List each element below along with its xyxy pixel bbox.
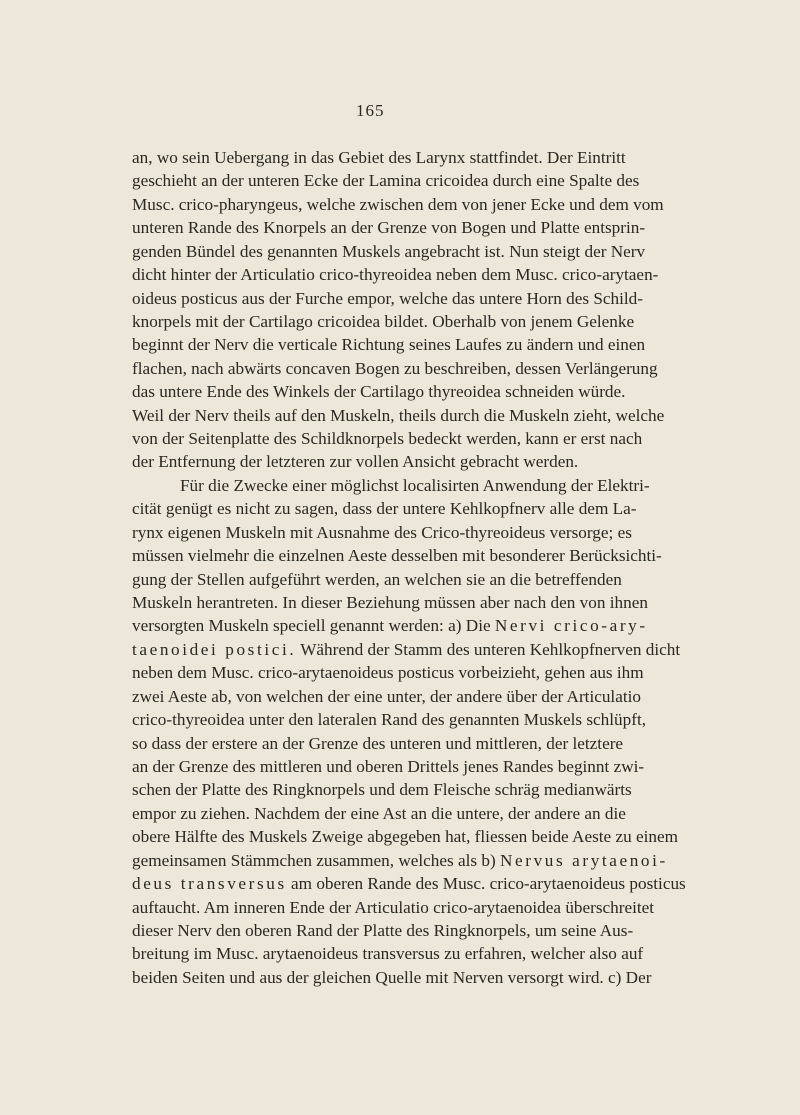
text-segment: neben dem Musc. crico-arytaenoideus posticus vorbeizieht, gehen aus ihm	[132, 663, 644, 683]
text-segment: so dass der erstere an der Grenze des unteren und mittleren, der letztere	[132, 733, 624, 753]
text-line	[132, 591, 748, 614]
text-segment: Weil der Nerv theils auf den Muskeln, theils durch die Muskeln zieht, welche	[132, 405, 665, 425]
text-line	[132, 263, 748, 286]
text-segment: beiden Seiten und aus der gleichen Quelle mit Nerven versorgt wird. c) Der	[132, 967, 652, 987]
text-segment: an der Grenze des mittleren und oberen Drittels jenes Randes beginnt zwi-	[132, 756, 645, 776]
text-line	[132, 544, 748, 567]
spaced-term: taenoidei postici.	[132, 639, 297, 659]
text-line	[132, 310, 748, 333]
text-segment: an, wo sein Uebergang in das Gebiet des Larynx stattfindet. Der Eintritt	[132, 148, 626, 167]
text-segment: dieser Nerv den oberen Rand der Platte des Ringknorpels, um seine Aus-	[132, 920, 634, 940]
text-segment: versorgten Muskeln speciell genannt werden: a) Die	[132, 616, 495, 636]
text-segment: auftaucht. Am inneren Ende der Articulatio crico-arytaenoidea überschreitet	[132, 897, 655, 917]
text-line	[132, 146, 748, 169]
text-line	[132, 474, 748, 497]
spaced-term: Nervi crico-ary-	[494, 616, 648, 636]
text-segment: knorpels mit der Cartilago cricoidea bildet. Oberhalb von jenem Gelenke	[132, 311, 635, 331]
text-segment: empor zu ziehen. Nachdem der eine Ast an die untere, der andere an die	[132, 803, 626, 823]
text-segment: Musc. crico-pharyngeus, welche zwischen dem von jener Ecke und dem vom	[132, 194, 664, 214]
text-segment: der Entfernung der letzteren zur vollen Ansicht gebracht werden.	[132, 452, 579, 472]
text-line	[132, 404, 748, 427]
text-segment: cität genügt es nicht zu sagen, dass der untere Kehlkopfnerv alle dem La-	[132, 499, 637, 519]
text-line	[132, 240, 748, 263]
text-line	[132, 708, 748, 731]
text-segment: breitung im Musc. arytaenoideus transversus zu erfahren, welcher also auf	[132, 944, 644, 964]
text-line	[132, 896, 748, 919]
text-line	[132, 427, 748, 450]
text-line	[132, 778, 748, 801]
text-line	[132, 521, 748, 544]
text-segment: gemeinsamen Stämmchen zusammen, welches als b)	[132, 850, 500, 870]
text-line	[132, 333, 748, 356]
text-line	[132, 919, 748, 942]
text-segment: beginnt der Nerv die verticale Richtung seines Laufes zu ändern und einen	[132, 335, 646, 355]
text-segment: Muskeln herantreten. In dieser Beziehung müssen aber nach den von ihnen	[132, 593, 648, 613]
text-segment: crico-thyreoidea unter den lateralen Rand des genannten Muskels schlüpft,	[132, 710, 647, 730]
text-line	[132, 802, 748, 825]
text-line	[132, 216, 748, 239]
text-segment: geschieht an der unteren Ecke der Lamina cricoidea durch eine Spalte des	[132, 171, 640, 191]
text-segment: Für die Zwecke einer möglichst localisirten Anwendung der Elektri-	[180, 475, 650, 495]
spaced-term: Nervus arytaenoi-	[500, 850, 668, 870]
text-segment: am oberen Rande des Musc. crico-arytaenoideus posticus	[286, 874, 686, 894]
text-segment: das untere Ende des Winkels der Cartilago thyreoidea schneiden würde.	[132, 382, 626, 402]
text-line	[132, 638, 748, 661]
text-segment: schen der Platte des Ringknorpels und dem Fleische schräg medianwärts	[132, 780, 632, 800]
text-segment: rynx eigenen Muskeln mit Ausnahme des Crico-thyreoideus versorge; es	[132, 522, 632, 542]
text-segment: flachen, nach abwärts concaven Bogen zu beschreiben, dessen Verlängerung	[132, 358, 658, 378]
text-line	[132, 661, 748, 684]
text-segment: obere Hälfte des Muskels Zweige abgegeben hat, fliessen beide Aeste zu einem	[132, 827, 678, 847]
text-segment: zwei Aeste ab, von welchen der eine unter, der andere über der Articulatio	[132, 686, 641, 706]
text-line	[132, 685, 748, 708]
text-segment: von der Seitenplatte des Schildknorpels bedeckt werden, kann er erst nach	[132, 429, 643, 449]
text-segment: Während der Stamm des unteren Kehlkopfnerven dicht	[296, 639, 681, 659]
body-text	[132, 146, 748, 989]
text-segment: gung der Stellen aufgeführt werden, an welchen sie an die betreffenden	[132, 569, 622, 589]
text-line	[132, 872, 748, 895]
text-line	[132, 568, 748, 591]
text-segment: müssen vielmehr die einzelnen Aeste desselben mit besonderer Berücksichti-	[132, 546, 662, 566]
text-segment: oideus posticus aus der Furche empor, welche das untere Horn des Schild-	[132, 288, 643, 308]
text-line	[132, 614, 748, 637]
text-line	[132, 287, 748, 310]
text-line	[132, 193, 748, 216]
text-line	[132, 825, 748, 848]
text-line	[132, 755, 748, 778]
text-line	[132, 497, 748, 520]
text-line	[132, 849, 748, 872]
text-segment: genden Bündel des genannten Muskels angebracht ist. Nun steigt der Nerv	[132, 241, 646, 261]
text-line	[132, 380, 748, 403]
page-number: 165	[356, 101, 385, 120]
text-line	[132, 450, 748, 473]
text-line	[132, 357, 748, 380]
text-line	[132, 942, 748, 965]
text-line	[132, 966, 748, 989]
text-segment: unteren Rande des Knorpels an der Grenze von Bogen und Platte entsprin-	[132, 218, 646, 238]
text-line	[132, 732, 748, 755]
spaced-term: deus transversus	[132, 874, 287, 894]
text-line	[132, 169, 748, 192]
text-segment: dicht hinter der Articulatio crico-thyreoidea neben dem Musc. crico-arytaen-	[132, 265, 659, 285]
